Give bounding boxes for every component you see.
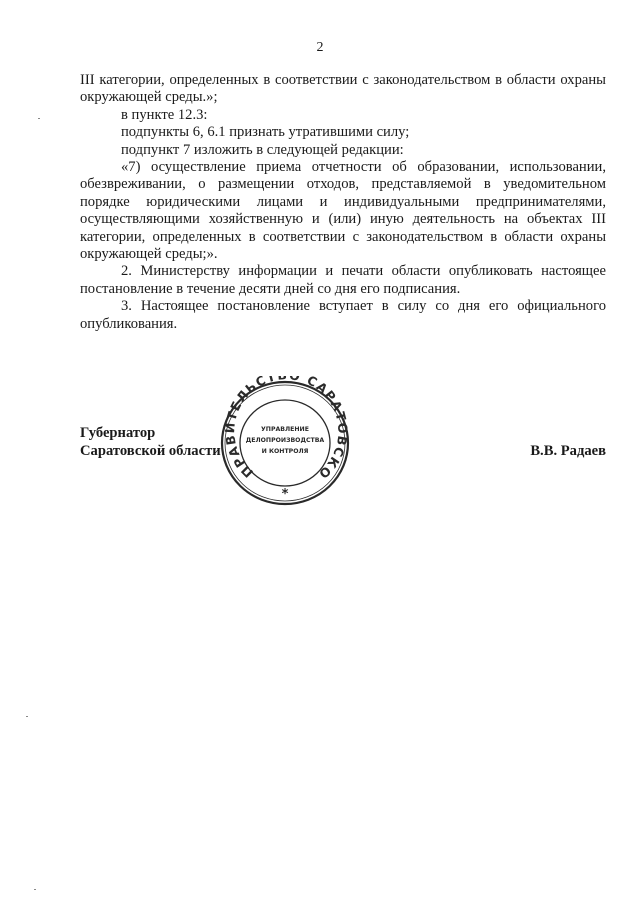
seal-inner-line2: ДЕЛОПРОИЗВОДСТВА: [245, 437, 325, 444]
signatory-name: В.В. Радаев: [530, 443, 606, 459]
scan-speck: [34, 889, 36, 890]
paragraph-continuation: III категории, определенных в соответствии с законодательством в области охраны окружающей среды.»;: [80, 72, 606, 106]
official-seal: [216, 376, 352, 508]
seal-outer-text: ПРАВИТЕЛЬСТ САРАТОВСКО: [222, 376, 351, 483]
signatory-title-line2: Саратовской области: [80, 443, 221, 459]
seal-inner-line1: УПРАВЛЕНИЕ: [261, 426, 309, 433]
paragraph-subpoint-7-intro: подпункт 7 изложить в следующей редакции:: [121, 141, 404, 158]
signatory-title: [80, 424, 221, 460]
page-number: 2: [316, 40, 324, 55]
paragraph-point-12-3: в пункте 12.3:: [121, 106, 208, 123]
scan-speck: [38, 118, 40, 119]
paragraph-item-2: 2. Министерству информации и печати области опубликовать настоящее постановление в течение десяти дней со дня его подписания.: [80, 263, 606, 297]
paragraph-subpoint-7-text: «7) осуществление приема отчетности об образовании, использовании, обезвреживании, о размещении отходов, представляемой в уведомительном порядке юридическими лицами и индивидуальными предпринимателями, осуществляющими хозяйственную и (или) иную деятельность на объектах III категории, определенных в соответствии с законодательством в области охраны окружающей среды;».: [80, 159, 606, 263]
scan-speck: [26, 716, 28, 717]
paragraph-item-3: 3. Настоящее постановление вступает в силу со дня его официального опубликования.: [80, 298, 606, 332]
paragraph-subpoints-void: подпункты 6, 6.1 признать утратившими силу;: [121, 124, 410, 141]
seal-star: *: [281, 487, 289, 502]
signatory-title-line1: Губернатор: [80, 425, 156, 441]
document-body: [80, 72, 606, 333]
seal-inner-line3: И КОНТРОЛЯ: [261, 448, 309, 455]
